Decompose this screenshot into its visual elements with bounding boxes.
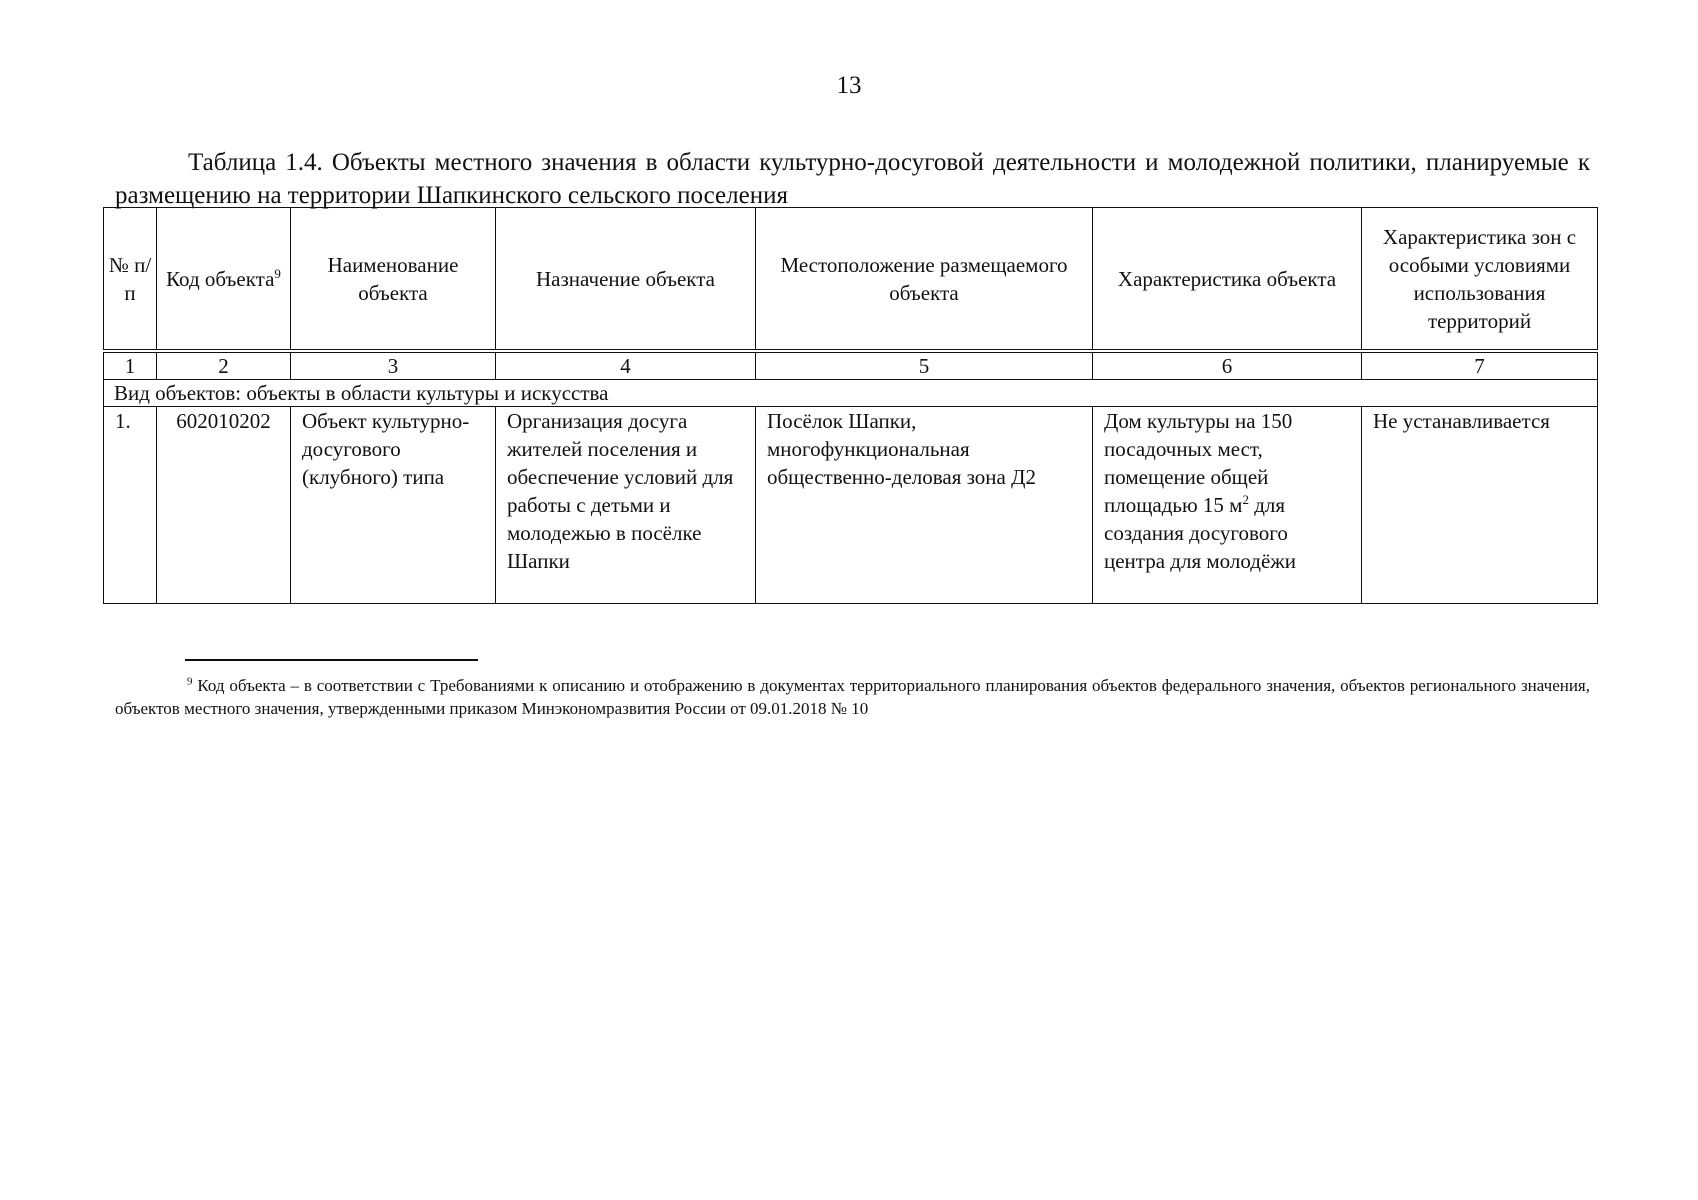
header-purpose: Назначение объекта (496, 208, 756, 352)
footnote-text: Код объекта – в соответствии с Требованиями к описанию и отображению в документах территориального планирования объектов федерального значения, объектов регионального значения, объектов местного значения, утвержденными приказом Минэкономразвития России от 09.01.2018 № 10 (115, 676, 1590, 718)
group-row (104, 380, 1598, 407)
column-number: 6 (1093, 351, 1362, 380)
characteristics-text-rest: для создания досугового центра для молодёжи (1104, 493, 1297, 573)
column-number: 5 (756, 351, 1093, 380)
cell-characteristics (1093, 407, 1362, 604)
page-number: 13 (836, 72, 862, 99)
footnote (115, 674, 1590, 720)
footnote-marker: 9 (187, 675, 193, 688)
group-title: Вид объектов: объекты в области культуры и искусства (104, 380, 1598, 407)
cell-no: 1. (104, 407, 157, 604)
column-number: 2 (157, 351, 291, 380)
column-number: 3 (291, 351, 496, 380)
footnote-separator (185, 659, 478, 661)
table-header-row (104, 208, 1598, 352)
table-row (104, 407, 1598, 604)
objects-table (103, 207, 1598, 604)
area-unit-exponent: 2 (1242, 492, 1249, 507)
column-number: 7 (1362, 351, 1598, 380)
header-location: Местоположение размещаемого объекта (756, 208, 1093, 352)
header-zones: Характеристика зон с особыми условиями использования территорий (1362, 208, 1598, 352)
header-name: Наименование объекта (291, 208, 496, 352)
cell-purpose: Организация досуга жителей поселения и обеспечение условий для работы с детьми и молодежью в посёлке Шапки (496, 407, 756, 604)
column-number: 1 (104, 351, 157, 380)
header-code (157, 208, 291, 352)
header-code-label: Код объекта (166, 266, 275, 291)
column-number-row (104, 351, 1598, 380)
table-caption: Таблица 1.4. Объекты местного значения в области культурно-досуговой деятельности и молодежной политики, планируемые к размещению на территории Шапкинского сельского поселения (115, 149, 1590, 209)
column-number: 4 (496, 351, 756, 380)
cell-zones: Не устанавливается (1362, 407, 1598, 604)
header-no: № п/п (104, 208, 157, 352)
cell-code: 602010202 (157, 407, 291, 604)
header-characteristics: Характеристика объекта (1093, 208, 1362, 352)
cell-location: Посёлок Шапки, многофункциональная общественно-деловая зона Д2 (756, 407, 1093, 604)
footnote-ref: 9 (274, 265, 281, 281)
characteristics-text: Дом культуры на 150 посадочных мест, помещение общей площадью 15 м (1104, 409, 1293, 517)
cell-name: Объект культурно-досугового (клубного) типа (291, 407, 496, 604)
